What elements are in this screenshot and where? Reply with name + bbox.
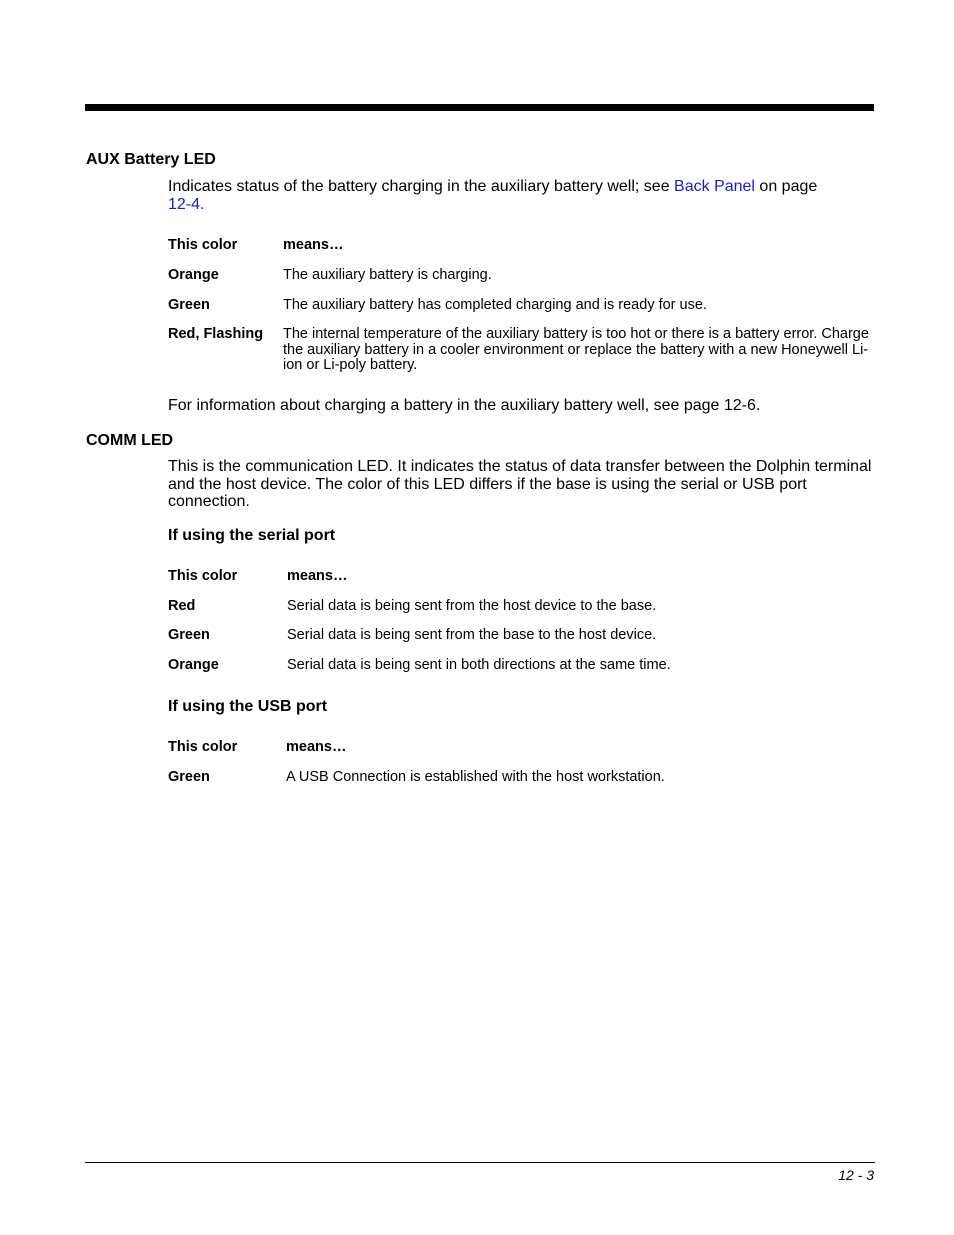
color-cell: Green bbox=[168, 769, 210, 785]
color-cell: Green bbox=[168, 627, 210, 643]
comm-led-heading: COMM LED bbox=[86, 432, 174, 449]
meaning-cell: The auxiliary battery is charging. bbox=[283, 267, 492, 283]
aux-footer-paragraph: For information about charging a battery in the auxiliary battery well, see page 12-6. bbox=[168, 397, 761, 414]
table-header-means: means… bbox=[283, 237, 344, 253]
aux-intro-text: Indicates status of the battery charging in the auxiliary battery well; see bbox=[168, 178, 675, 195]
aux-intro-mid: on page bbox=[754, 178, 818, 195]
meaning-cell: Serial data is being sent from the base to the host device. bbox=[287, 627, 657, 643]
table-header-means: means… bbox=[286, 739, 347, 755]
meaning-cell: The internal temperature of the auxiliary battery is too hot or there is a battery error. Charge the auxiliary battery in a cooler environment or replace the battery with a new Honeywell Li-ion or Li-poly battery. bbox=[283, 326, 869, 373]
meaning-cell: The auxiliary battery has completed charging and is ready for use. bbox=[283, 297, 707, 313]
table-header-means: means… bbox=[287, 568, 348, 584]
back-panel-link[interactable]: Back Panel bbox=[674, 178, 755, 195]
color-cell: Red bbox=[168, 598, 196, 614]
color-cell: Red, Flashing bbox=[168, 326, 264, 342]
color-cell: Orange bbox=[168, 657, 219, 673]
footer-rule bbox=[85, 1162, 875, 1163]
meaning-cell: Serial data is being sent from the host device to the base. bbox=[287, 598, 657, 614]
page-number: 12 - 3 bbox=[838, 1167, 874, 1183]
meaning-cell: Serial data is being sent in both directions at the same time. bbox=[287, 657, 671, 673]
table-header-color: This color bbox=[168, 237, 238, 253]
page-12-4-link[interactable]: 12-4. bbox=[168, 195, 205, 213]
header-rule bbox=[85, 104, 874, 111]
aux-intro-paragraph bbox=[168, 178, 874, 213]
usb-port-heading: If using the USB port bbox=[168, 698, 328, 715]
table-header-color: This color bbox=[168, 568, 238, 584]
table-header-color: This color bbox=[168, 739, 238, 755]
serial-port-heading: If using the serial port bbox=[168, 527, 336, 544]
meaning-cell: A USB Connection is established with the host workstation. bbox=[286, 769, 665, 785]
color-cell: Orange bbox=[168, 267, 219, 283]
comm-intro-paragraph: This is the communication LED. It indicates the status of data transfer between the Dolphin terminal and the host device. The color of this LED differs if the base is using the serial or USB port connection. bbox=[168, 458, 872, 510]
aux-battery-led-heading: AUX Battery LED bbox=[86, 151, 216, 168]
color-cell: Green bbox=[168, 297, 210, 313]
